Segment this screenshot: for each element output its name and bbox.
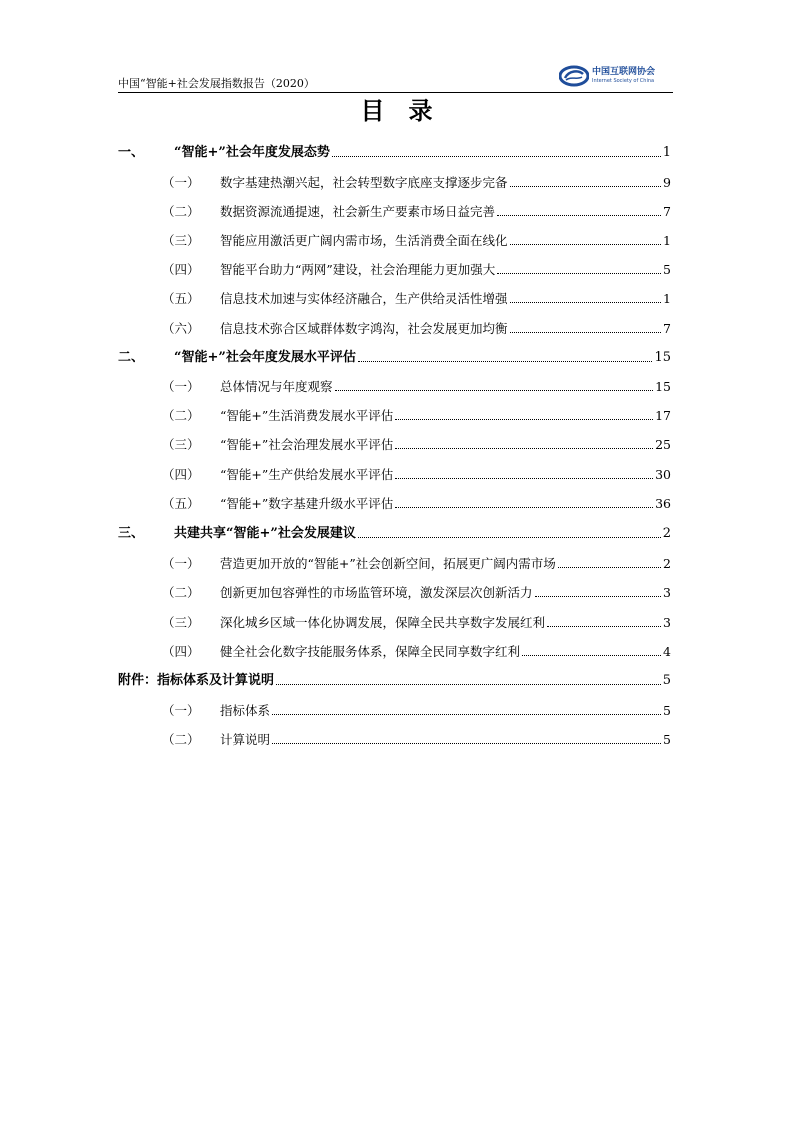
- toc-section-entry[interactable]: [118, 612, 671, 634]
- toc-leader-dots: [395, 506, 653, 508]
- toc-leader-dots: [335, 389, 654, 391]
- toc-page-number: 5: [662, 673, 671, 688]
- toc-section-entry[interactable]: [118, 582, 671, 604]
- toc-leader-dots: [332, 155, 661, 157]
- toc-entry-title: 总体情况与年度观察: [220, 379, 333, 394]
- toc-section-entry[interactable]: [118, 729, 671, 751]
- toc-entry-title: 创新更加包容弹性的市场监管环境，激发深层次创新活力: [220, 585, 533, 600]
- toc-entry-number: 二、: [118, 350, 145, 365]
- toc-section-entry[interactable]: [118, 405, 671, 427]
- toc-entry-title: 健全社会化数字技能服务体系，保障全民同享数字红利: [220, 644, 521, 659]
- toc-section-entry[interactable]: [118, 230, 671, 252]
- logo-text-cn: 中国互联网协会: [592, 67, 656, 77]
- toc-section-entry[interactable]: [118, 376, 671, 398]
- toc-chapter-entry[interactable]: [118, 142, 671, 164]
- toc-section-entry[interactable]: [118, 288, 671, 310]
- toc-entry-title: “智能+”社会年度发展水平评估: [174, 350, 356, 365]
- isc-logo: [559, 64, 671, 88]
- toc-section-entry[interactable]: [118, 493, 671, 515]
- toc-page-number: 15: [655, 379, 671, 394]
- toc-section-entry[interactable]: [118, 318, 671, 340]
- isc-logo-icon: [559, 64, 589, 88]
- toc-page-number: 1: [663, 233, 671, 248]
- toc-leader-dots: [276, 683, 661, 685]
- toc-leader-dots: [510, 185, 662, 187]
- toc-entry-number: 一、: [118, 145, 145, 160]
- toc-entry-title: 智能应用激活更广阔内需市场，生活消费全面在线化: [220, 233, 508, 248]
- toc-entry-title: 附件：指标体系及计算说明: [118, 673, 275, 688]
- toc-entry-number: （五）: [162, 496, 200, 511]
- toc-page-number: 1: [663, 291, 671, 306]
- toc-page-number: 3: [663, 585, 671, 600]
- toc-entry-number: （一）: [162, 556, 200, 571]
- toc-entry-title: 营造更加开放的“智能+”社会创新空间，拓展更广阔内需市场: [220, 556, 556, 571]
- toc-leader-dots: [547, 625, 661, 627]
- toc-leader-dots: [395, 447, 653, 449]
- toc-entry-title: “智能+”数字基建升级水平评估: [220, 496, 394, 511]
- toc-page-number: 25: [655, 437, 671, 452]
- toc-entry-number: （二）: [162, 732, 200, 747]
- toc-leader-dots: [558, 566, 661, 568]
- toc-page-number: 7: [663, 321, 671, 336]
- toc-leader-dots: [272, 742, 661, 744]
- toc-leader-dots: [510, 243, 662, 245]
- toc-entry-title: 深化城乡区域一体化协调发展，保障全民共享数字发展红利: [220, 615, 546, 630]
- toc-entry-number: （五）: [162, 291, 200, 306]
- toc-section-entry[interactable]: [118, 700, 671, 722]
- toc-page-number: 1: [662, 145, 671, 160]
- toc-entry-number: （三）: [162, 437, 200, 452]
- toc-page-number: 3: [663, 615, 671, 630]
- page-header: [118, 62, 673, 93]
- logo-text-en: Internet Society of China: [592, 78, 655, 84]
- toc-leader-dots: [510, 301, 662, 303]
- toc-entry-title: “智能+”社会年度发展态势: [174, 145, 330, 160]
- toc-entry-number: （三）: [162, 233, 200, 248]
- toc-title: 目录: [360, 96, 457, 125]
- toc-page-number: 2: [663, 556, 671, 571]
- toc-page-number: 2: [662, 526, 671, 541]
- toc-page-number: 17: [655, 408, 671, 423]
- toc-entry-number: （四）: [162, 262, 200, 277]
- toc-leader-dots: [358, 536, 661, 538]
- toc-page-number: 30: [655, 467, 671, 482]
- toc-section-entry[interactable]: [118, 464, 671, 486]
- toc-entry-number: （六）: [162, 321, 200, 336]
- toc-chapter-entry[interactable]: [118, 347, 671, 369]
- toc-page-number: 7: [663, 204, 671, 219]
- toc-page-number: 36: [655, 496, 671, 511]
- toc-entry-title: 数字基建热潮兴起，社会转型数字底座支撑逐步完备: [220, 175, 508, 190]
- toc-entry-number: （四）: [162, 467, 200, 482]
- toc-section-entry[interactable]: [118, 201, 671, 223]
- toc-chapter-entry[interactable]: [118, 670, 671, 692]
- toc-leader-dots: [510, 331, 662, 333]
- toc-entry-number: （一）: [162, 379, 200, 394]
- toc-entry-title: 智能平台助力“两网”建设，社会治理能力更加强大: [220, 262, 496, 277]
- toc-section-entry[interactable]: [118, 434, 671, 456]
- toc-entry-number: （二）: [162, 204, 200, 219]
- toc-page-number: 5: [663, 262, 671, 277]
- toc-leader-dots: [535, 595, 662, 597]
- toc-entry-number: 三、: [118, 526, 145, 541]
- toc-entry-title: 数据资源流通提速，社会新生产要素市场日益完善: [220, 204, 496, 219]
- toc-entry-number: （二）: [162, 585, 200, 600]
- toc-section-entry[interactable]: [118, 259, 671, 281]
- toc-entry-title: 指标体系: [220, 703, 271, 718]
- toc-chapter-entry[interactable]: [118, 523, 671, 545]
- header-title: 中国“智能+社会发展指数报告（2020）: [118, 77, 315, 90]
- toc-section-entry[interactable]: [118, 172, 671, 194]
- toc-entry-title: 共建共享“智能+”社会发展建议: [174, 526, 356, 541]
- toc-page-number: 5: [663, 703, 671, 718]
- toc-page-number: 4: [663, 644, 671, 659]
- toc-section-entry[interactable]: [118, 553, 671, 575]
- toc-entry-title: 信息技术弥合区域群体数字鸿沟，社会发展更加均衡: [220, 321, 508, 336]
- toc-section-entry[interactable]: [118, 641, 671, 663]
- toc-entry-number: （二）: [162, 408, 200, 423]
- toc-entry-title: “智能+”社会治理发展水平评估: [220, 437, 394, 452]
- toc-entry-title: 计算说明: [220, 732, 271, 747]
- toc-leader-dots: [395, 477, 653, 479]
- toc-leader-dots: [272, 713, 661, 715]
- toc-entry-title: “智能+”生产供给发展水平评估: [220, 467, 394, 482]
- toc-leader-dots: [395, 418, 653, 420]
- toc-entry-number: （四）: [162, 644, 200, 659]
- toc-leader-dots: [358, 360, 653, 362]
- toc-page-number: 15: [654, 350, 671, 365]
- toc-page-number: 9: [663, 175, 671, 190]
- toc-entry-title: “智能+”生活消费发展水平评估: [220, 408, 394, 423]
- toc-leader-dots: [497, 272, 661, 274]
- toc-page-number: 5: [663, 732, 671, 747]
- toc-leader-dots: [522, 654, 661, 656]
- toc-entry-title: 信息技术加速与实体经济融合，生产供给灵活性增强: [220, 291, 508, 306]
- toc-leader-dots: [497, 214, 661, 216]
- toc-entry-number: （三）: [162, 615, 200, 630]
- toc-entry-number: （一）: [162, 175, 200, 190]
- toc-entry-number: （一）: [162, 703, 200, 718]
